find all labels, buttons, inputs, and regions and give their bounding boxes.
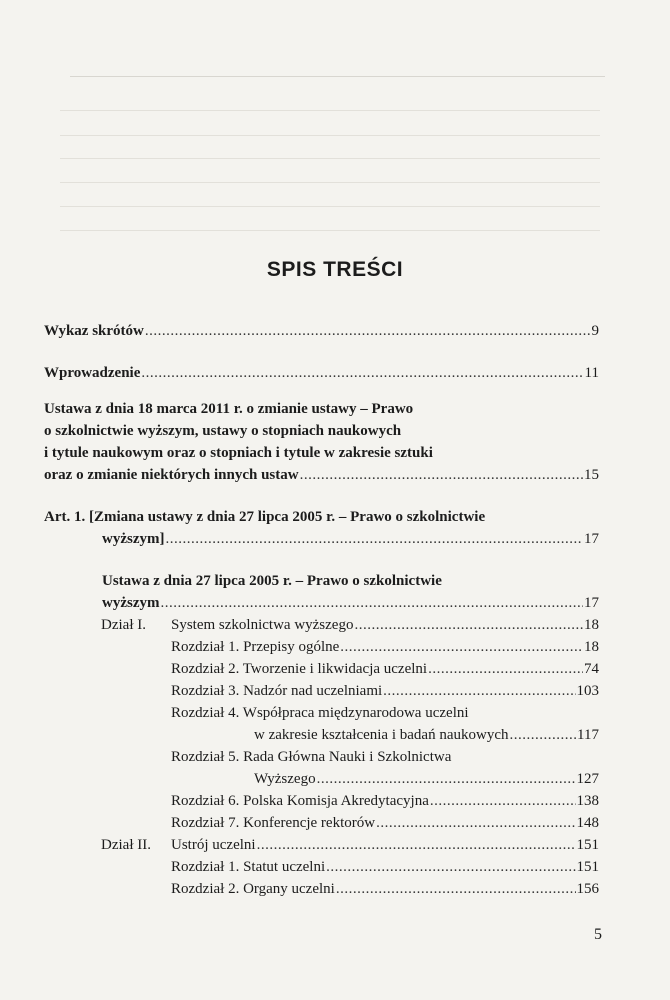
toc-page-number: 18	[584, 617, 599, 633]
leader-dots	[317, 768, 576, 790]
toc-page-number: 74	[584, 661, 599, 677]
toc-entry-rozdzial[interactable]	[44, 702, 599, 746]
toc-entry-rozdzial[interactable]	[44, 878, 599, 900]
toc-entry-text: Wykaz skrótów	[44, 323, 144, 339]
leader-dots	[509, 724, 576, 746]
toc-entry-text: Ustawa z dnia 27 lipca 2005 r. – Prawo o szkolnictwie	[102, 573, 442, 589]
toc-page-number: 127	[576, 771, 599, 787]
toc-entry-text: o szkolnictwie wyższym, ustawy o stopniach naukowych	[44, 423, 402, 439]
toc-entry-ustawa-2005[interactable]	[44, 570, 599, 614]
toc-entry-text: Rozdział 2. Tworzenie i likwidacja uczelni	[171, 661, 428, 677]
toc-entry-rozdzial[interactable]	[44, 790, 599, 812]
toc-page-number: 148	[576, 815, 599, 831]
toc-entry-rozdzial[interactable]	[44, 856, 599, 878]
page-number: 5	[594, 926, 602, 943]
toc-page-number: 151	[576, 859, 599, 875]
toc-page-number: 15	[584, 467, 599, 483]
toc-entry-text: Rozdział 1. Statut uczelni	[171, 859, 326, 875]
leader-dots	[430, 790, 576, 812]
leader-dots	[165, 528, 583, 550]
toc-section-label: Dział I.	[101, 617, 146, 633]
toc-entry-text: i tytule naukowym oraz o stopniach i tytule w zakresie sztuki	[44, 445, 433, 461]
toc-entry-text: Rozdział 7. Konferencje rektorów	[171, 815, 376, 831]
leader-dots	[300, 464, 583, 486]
leader-dots	[340, 636, 583, 658]
leader-dots	[336, 878, 576, 900]
toc-entry-wprowadzenie[interactable]	[44, 362, 599, 384]
toc-page-number: 156	[576, 881, 599, 897]
leader-dots	[383, 680, 575, 702]
toc-page-number: 117	[577, 727, 599, 743]
leader-dots	[326, 856, 575, 878]
toc-entry-text: Wprowadzenie	[44, 365, 141, 381]
toc-page-number: 151	[576, 837, 599, 853]
toc-page-number: 17	[584, 531, 599, 547]
toc-entry-text: Rozdział 5. Rada Główna Nauki i Szkolnictwa	[171, 749, 452, 765]
toc-entry-rozdzial[interactable]	[44, 658, 599, 680]
toc-entry-dzial-1[interactable]	[44, 614, 599, 636]
leader-dots	[354, 614, 583, 636]
leader-dots	[428, 658, 583, 680]
toc-entry-rozdzial[interactable]	[44, 680, 599, 702]
toc-entry-text: Art. 1. [Zmiana ustawy z dnia 27 lipca 2005 r. – Prawo o szkolnictwie	[44, 509, 486, 525]
toc-entry-text: Ustawa z dnia 18 marca 2011 r. o zmianie ustawy – Prawo	[44, 401, 414, 417]
page-title: SPIS TREŚCI	[266, 258, 404, 281]
toc-page-number: 138	[576, 793, 599, 809]
toc-entry-text: Rozdział 1. Przepisy ogólne	[171, 639, 340, 655]
bleed-through-background	[0, 0, 670, 340]
toc-entry-text: System szkolnictwa wyższego	[171, 617, 354, 633]
toc-entry-wykaz[interactable]	[44, 320, 599, 342]
leader-dots	[257, 834, 576, 856]
toc-entry-text: oraz o zmianie niektórych innych ustaw	[44, 467, 299, 483]
toc-page-number: 11	[584, 365, 599, 381]
toc-entry-text: Wyższego	[254, 771, 316, 787]
toc-page-number: 9	[591, 323, 599, 339]
toc-section-label: Dział II.	[101, 837, 151, 853]
leader-dots	[145, 320, 591, 342]
toc-entry-ustawa-2011[interactable]	[44, 398, 599, 486]
toc-page-number: 18	[584, 639, 599, 655]
toc-entry-text: wyższym]	[102, 531, 165, 547]
toc-entry-text: Rozdział 3. Nadzór nad uczelniami	[171, 683, 383, 699]
toc-entry-rozdzial[interactable]	[44, 746, 599, 790]
toc-entry-rozdzial[interactable]	[44, 636, 599, 658]
toc-page-number: 17	[584, 595, 599, 611]
toc-entry-text: wyższym	[102, 595, 160, 611]
table-of-contents	[44, 320, 599, 900]
leader-dots	[376, 812, 575, 834]
toc-page-number: 103	[576, 683, 599, 699]
toc-entry-art-1[interactable]	[44, 506, 599, 550]
leader-dots	[141, 362, 583, 384]
toc-entry-text: Rozdział 4. Współpraca międzynarodowa uczelni	[171, 705, 469, 721]
toc-entry-text: Ustrój uczelni	[171, 837, 256, 853]
toc-entry-text: Rozdział 2. Organy uczelni	[171, 881, 335, 897]
leader-dots	[160, 592, 583, 614]
toc-entry-text: Rozdział 6. Polska Komisja Akredytacyjna	[171, 793, 429, 809]
toc-entry-rozdzial[interactable]	[44, 812, 599, 834]
toc-entry-text: w zakresie kształcenia i badań naukowych	[254, 727, 509, 743]
toc-entry-dzial-2[interactable]	[44, 834, 599, 856]
